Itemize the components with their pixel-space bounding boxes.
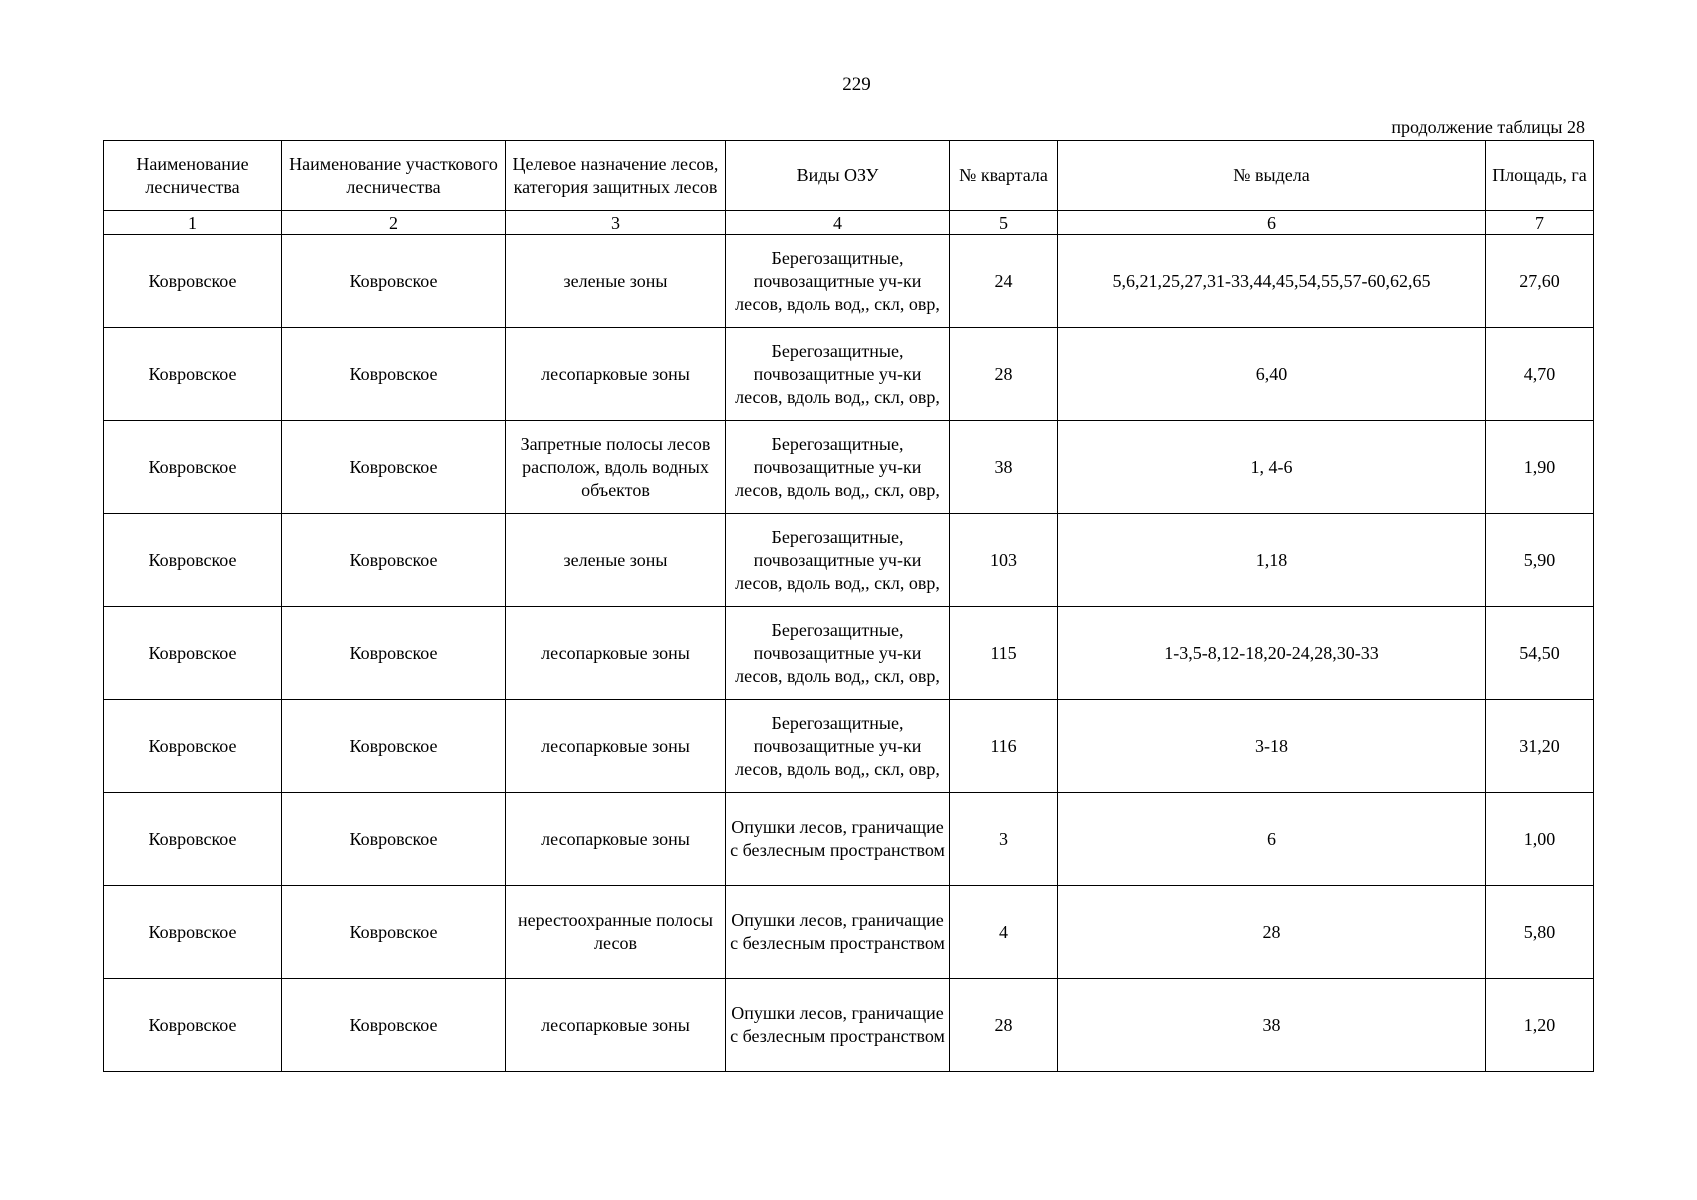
cell-forestry: Ковровское [104, 607, 282, 700]
column-number: 4 [726, 211, 950, 235]
table-row [104, 886, 1594, 979]
cell-quarter: 4 [950, 886, 1058, 979]
table-row [104, 793, 1594, 886]
cell-area: 4,70 [1486, 328, 1594, 421]
header-district-forestry-name: Наименование участкового лесничества [282, 141, 506, 211]
column-number: 3 [506, 211, 726, 235]
cell-forestry: Ковровское [104, 793, 282, 886]
cell-quarter: 28 [950, 328, 1058, 421]
forest-protection-table [103, 140, 1594, 1072]
cell-purpose: лесопарковые зоны [506, 979, 726, 1072]
column-number: 7 [1486, 211, 1594, 235]
cell-area: 1,20 [1486, 979, 1594, 1072]
table-row [104, 328, 1594, 421]
header-row [104, 141, 1594, 211]
cell-forestry: Ковровское [104, 328, 282, 421]
cell-forestry: Ковровское [104, 886, 282, 979]
column-number: 6 [1058, 211, 1486, 235]
cell-allotments: 1-3,5-8,12-18,20-24,28,30-33 [1058, 607, 1486, 700]
cell-ozu-type: Опушки лесов, граничащие с безлесным пространством [726, 793, 950, 886]
table-row [104, 514, 1594, 607]
table-row [104, 700, 1594, 793]
cell-district-forestry: Ковровское [282, 886, 506, 979]
cell-forestry: Ковровское [104, 979, 282, 1072]
column-number: 1 [104, 211, 282, 235]
cell-area: 54,50 [1486, 607, 1594, 700]
cell-purpose: зеленые зоны [506, 235, 726, 328]
cell-area: 1,90 [1486, 421, 1594, 514]
cell-quarter: 116 [950, 700, 1058, 793]
header-area-ha: Площадь, га [1486, 141, 1594, 211]
cell-allotments: 6 [1058, 793, 1486, 886]
cell-purpose: зеленые зоны [506, 514, 726, 607]
cell-ozu-type: Опушки лесов, граничащие с безлесным пространством [726, 886, 950, 979]
cell-district-forestry: Ковровское [282, 421, 506, 514]
cell-allotments: 1,18 [1058, 514, 1486, 607]
cell-area: 1,00 [1486, 793, 1594, 886]
cell-purpose: Запретные полосы лесов располож, вдоль водных объектов [506, 421, 726, 514]
header-forest-purpose: Целевое назначение лесов, категория защитных лесов [506, 141, 726, 211]
cell-ozu-type: Берегозащитные, почвозащитные уч-ки лесов, вдоль вод,, скл, овр, [726, 607, 950, 700]
cell-area: 5,90 [1486, 514, 1594, 607]
table-continuation-label: продолжение таблицы 28 [1391, 117, 1585, 137]
cell-quarter: 24 [950, 235, 1058, 328]
cell-ozu-type: Берегозащитные, почвозащитные уч-ки лесов, вдоль вод,, скл, овр, [726, 235, 950, 328]
header-quarter-number: № квартала [950, 141, 1058, 211]
cell-district-forestry: Ковровское [282, 793, 506, 886]
table-row [104, 235, 1594, 328]
cell-allotments: 28 [1058, 886, 1486, 979]
cell-purpose: нерестоохранные полосы лесов [506, 886, 726, 979]
cell-district-forestry: Ковровское [282, 700, 506, 793]
header-forestry-name: Наименование лесничества [104, 141, 282, 211]
cell-quarter: 28 [950, 979, 1058, 1072]
cell-allotments: 1, 4-6 [1058, 421, 1486, 514]
cell-purpose: лесопарковые зоны [506, 607, 726, 700]
table-row [104, 607, 1594, 700]
cell-district-forestry: Ковровское [282, 235, 506, 328]
cell-purpose: лесопарковые зоны [506, 793, 726, 886]
cell-district-forestry: Ковровское [282, 328, 506, 421]
cell-ozu-type: Опушки лесов, граничащие с безлесным пространством [726, 979, 950, 1072]
cell-ozu-type: Берегозащитные, почвозащитные уч-ки лесов, вдоль вод,, скл, овр, [726, 421, 950, 514]
table-row [104, 421, 1594, 514]
cell-ozu-type: Берегозащитные, почвозащитные уч-ки лесов, вдоль вод,, скл, овр, [726, 328, 950, 421]
header-ozu-types: Виды ОЗУ [726, 141, 950, 211]
cell-ozu-type: Берегозащитные, почвозащитные уч-ки лесов, вдоль вод,, скл, овр, [726, 700, 950, 793]
cell-area: 27,60 [1486, 235, 1594, 328]
header-allotment-number: № выдела [1058, 141, 1486, 211]
column-number-row [104, 211, 1594, 235]
cell-allotments: 5,6,21,25,27,31-33,44,45,54,55,57-60,62,65 [1058, 235, 1486, 328]
cell-quarter: 3 [950, 793, 1058, 886]
column-number: 5 [950, 211, 1058, 235]
cell-quarter: 103 [950, 514, 1058, 607]
cell-ozu-type: Берегозащитные, почвозащитные уч-ки лесов, вдоль вод,, скл, овр, [726, 514, 950, 607]
cell-allotments: 6,40 [1058, 328, 1486, 421]
column-number: 2 [282, 211, 506, 235]
cell-allotments: 38 [1058, 979, 1486, 1072]
cell-forestry: Ковровское [104, 700, 282, 793]
cell-area: 5,80 [1486, 886, 1594, 979]
cell-district-forestry: Ковровское [282, 514, 506, 607]
cell-purpose: лесопарковые зоны [506, 328, 726, 421]
cell-district-forestry: Ковровское [282, 979, 506, 1072]
cell-area: 31,20 [1486, 700, 1594, 793]
page-number: 229 [842, 74, 871, 95]
cell-forestry: Ковровское [104, 421, 282, 514]
cell-purpose: лесопарковые зоны [506, 700, 726, 793]
cell-quarter: 115 [950, 607, 1058, 700]
cell-forestry: Ковровское [104, 514, 282, 607]
cell-district-forestry: Ковровское [282, 607, 506, 700]
cell-allotments: 3-18 [1058, 700, 1486, 793]
cell-forestry: Ковровское [104, 235, 282, 328]
table-row [104, 979, 1594, 1072]
cell-quarter: 38 [950, 421, 1058, 514]
